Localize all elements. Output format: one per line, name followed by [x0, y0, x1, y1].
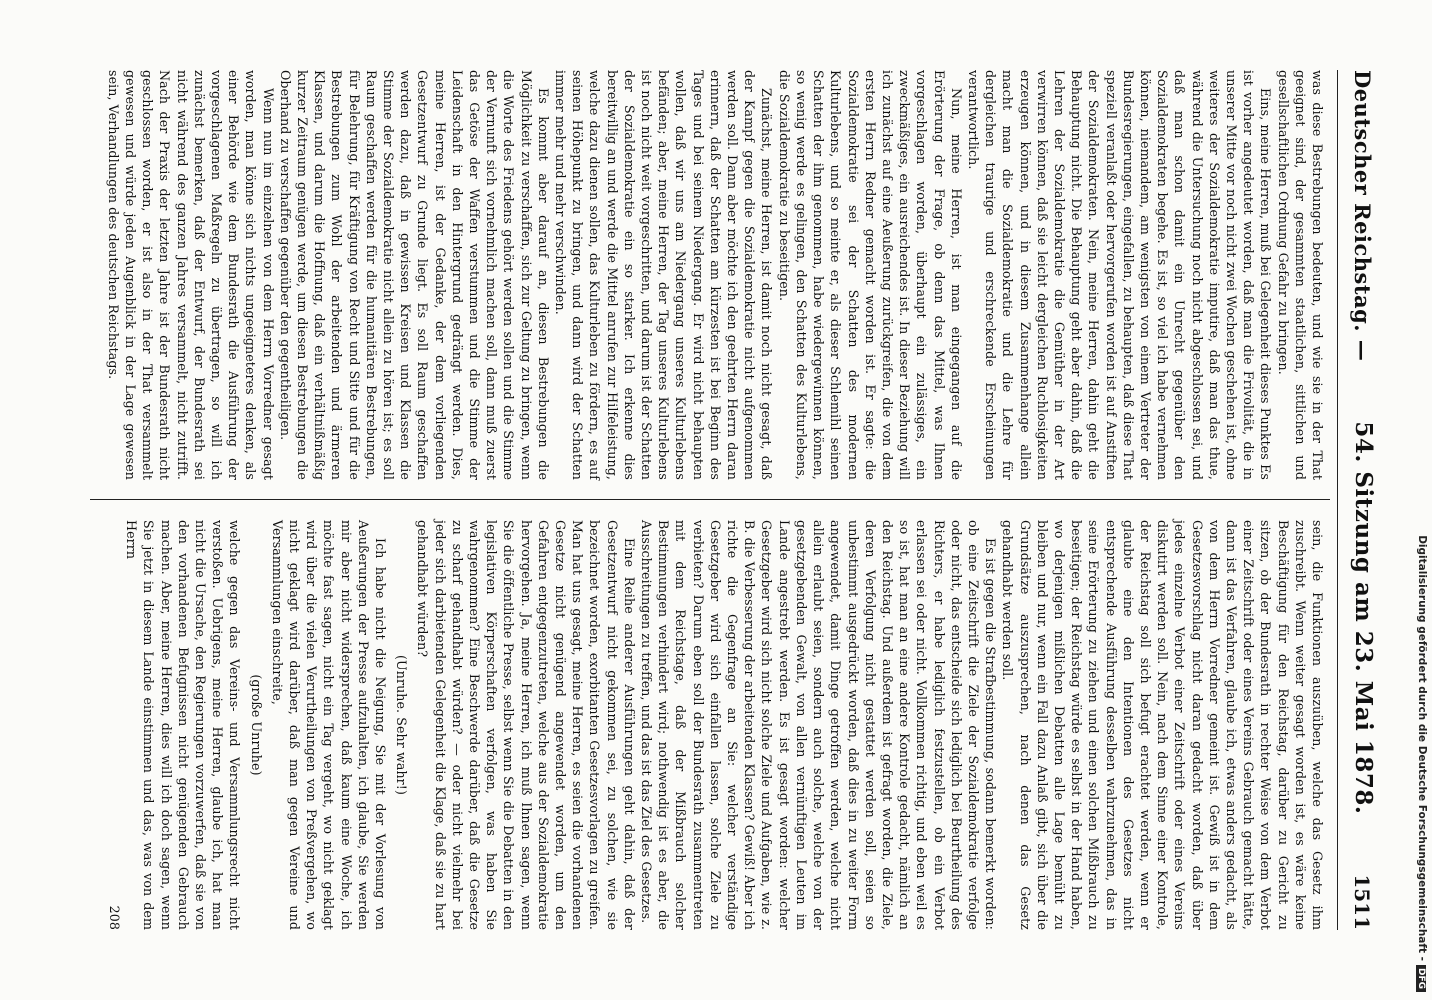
paragraph: Es ist gegen die Strafbestimmung, sodann bemerkt worden: ob eine Zeitschrift die Ziele der Sozialdemokratie verfolge oder nicht, das entscheide sich lediglich bei Beurtheilung des Richters, er habe lediglich festzustellen, ob ein Verbot erlassen sei oder nicht. Vollkommen richtig, und eben weil es so ist, hat man an eine andere Kontrole gedacht, nämlich an den Reichstag. Und außerdem ist gefragt worden, die Ziele, deren Verfolgung nicht gestattet werden soll, seien so unbestimmt ausgedrückt worden, daß dies in zu weiter Form angewendet, damit Dinge getroffen werden, welche nicht allein erlaubt seien, sondern auch solche, welche von der gesetzgebenden Gewalt, von allen vernünftigen Leuten im Lande angestrebt werden. Es ist gesagt worden: welcher Gesetzgeber wird sich nicht solche Ziele und Aufgaben, wie z. B. die Verbesserung der arbeitenden Klassen? Gewiß! Aber ich richte die Gegenfrage an Sie: welcher verständige Gesetzgeber wird sich einfallen lassen, solche Ziele zu verbieten? Darum eben soll der Bundesrath zusammentreten mit dem Reichstage, daß der Mißbrauch solcher Bestimmungen verhindert wird; nothwendig ist es aber, die Ausschreitungen zu treffen, und das ist das Ziel des Gesetzes. — [639, 520, 999, 930]
header-session: 54. Sitzung am 23. Mai 1878. — [1350, 421, 1377, 815]
signature-mark: 208 — [106, 905, 122, 930]
paragraph: was diese Bestrebungen bedeuten, und wie sie in der That geeignet sind, der gesammten staatlichen, sittlichen und gesellschaftlichen Ordnung Gefahr zu bringen. — [1275, 70, 1325, 480]
paragraph: Es kommt aber darauf an, diesen Bestrebungen die Möglichkeit zu verschaffen, sich zur Geltung zu bringen, wenn die Worte des Friedens gehört werden sollen und die Stimme der Vernunft sich vornehmlich machen soll, dann muß zuerst das Getöse der Waffen verstummen und die Stimme der Leidenschaft in den Hintergrund gedrängt werden. Dies, meine Herren, ist der Gedanke, der dem vorliegenden Gesetzentwurf zu Grunde liegt. Es soll Raum geschaffen werden dazu, daß in gewissen Kreisen und Klassen die Stimme der Sozialdemokratie nicht allein zu hören ist; es soll Raum geschaffen werden für die humanitären Bestrebungen, für Belehrung, für Kräftigung von Recht und Sitte und für die Bestrebungen zum Wohl der arbeitenden und ärmeren Klassen, und darum die Hoffnung, daß ein verhältnißmäßig kurzer Zeitraum genügen werde, um diesen Bestrebungen die Oberhand zu verschaffen gegenüber den gegentheiligen. — [277, 70, 551, 480]
header-publication: Deutscher Reichstag. — — [1350, 70, 1375, 362]
paragraph: Zunächst, meine Herren, ist damit noch nicht gesagt, daß der Kampf gegen die Sozialdemokratie nicht aufgenommen werden soll. Dann aber möchte ich den geehrten Herrn daran erinnern, daß der Schatten am kürzesten ist bei Beginn des Tages und bei seinem Niedergang. Er wird nicht behaupten wollen, daß wir uns am Niedergang unseres Kulturlebens befänden; aber, meine Herren, der Tag unseres Kulturlebens ist noch nicht weit vorgeschritten, und darum ist der Schatten der Sozialdemokratie ein so starker. Ich erkenne dies bereitwillig an und werde die Mittel anrufen zur Hilfeleistung, welche dazu dienen sollen, das Kulturleben zu fördern, es auf seinen Höhepunkt zu bringen, und dann wird der Schatten immer mehr und mehr verschwinden. — [553, 70, 775, 480]
paragraph: Eine Reihe anderer Ausführungen geht dahin, daß der Gesetzentwurf nicht gekommen sei, zu solchen, wie sie bezeichnet worden, exorbitanten Gesetzesvorlagen zu greifen. Man hat uns gesagt, meine Herren, es seien die vorhandenen Gesetze nicht genügend angewendet worden, um den Gefahren entgegenzutreten, welche aus der Sozialdemokratie hervorgehen. Ja, meine Herren, ich muß Ihnen sagen, wenn Sie die öffentliche Presse, selbst wenn Sie die Debatten in den legislativen Körperschaften verfolgen, was haben Sie wahrgenommen? Eine Beschwerde darüber, daß die Gesetze zu scharf gehandhabt würden? — oder nicht vielmehr bei jeder sich darbietenden Gelegenheit die Klage, daß sie zu hart gehandhabt würden? — [415, 520, 637, 930]
paragraph: welche gegen das Vereins- und Versammlungsrecht nicht verstoßen. Uebrigens, meine Herren, glaube ich, hat man nicht die Ursache, den Regierungen vorzuwerfen, daß sie von den vorhandenen Befugnissen nicht genügenden Gebrauch machen. Aber, meine Herren, dies will ich doch sagen, wenn Sie jetzt in diesem Lande einstimmen und das, was von dem Herrn — [124, 520, 243, 930]
credit-text: Digitalisierung gefördert durch die Deutsche Forschungsgemeinschaft - — [1416, 535, 1428, 961]
page-number: 1511 — [1350, 874, 1374, 930]
left-column — [105, 70, 1326, 480]
paragraph: sein, die Funktionen auszuüben, welche das Gesetz ihm zuschreibt. Wenn weiter gesagt worden ist, es wäre keine Beschäftigung für den Reichstag, darüber zu Gericht zu sitzen, ob der Bundesrath in rechter Weise von dem Verbot einer Zeitschrift oder eines Vereins Gebrauch gemacht hätte, dann ist das Verfahren, glaube ich, etwas anders gedacht, als von dem Herrn Vorredner gemeint ist. Gewiß ist in dem Gesetzesvorschlag nicht daran gedacht worden, daß über jedes einzelne Verbot einer Zeitschrift oder eines Vereins diskutirt werden soll. Nein, nach dem Sinne einer Kontrole, der Reichstag soll sich befugt erachtet werden, wenn er glaubte eine den Intentionen des Gesetzes nicht entsprechende Ausführung desselben wahrzunehmen, das in seine Erörterung zu ziehen und einen solchen Mißbrauch zu beseitigen; der Reichstag würde es selbst in der Hand haben, wo derjenigen mißlichen Debatten alle Lage bemüht zu bleiben und nur, wenn ein Fall dazu Anlaß gibt, sich über die Grundsätze auszusprechen, nach denen das Gesetz gehandhabt werden soll. — [1000, 520, 1325, 930]
paragraph: Nun, meine Herren, ist man eingegangen auf die Erörterung der Frage, ob denn das Mittel, was Ihnen vorgeschlagen worden, überhaupt ein zulässiges, ein zweckmäßiges, ein ausreichendes ist. In dieser Beziehung will ich zunächst auf eine Aeußerung zurückgreifen, die von dem ersten Herrn Redner gemacht worden ist. Er sagte: die Sozialdemokratie sei der Schatten des modernen Kulturlebens, und so meinte er, als dieser Schlemihl seinen Schatten der ihm genommen, habe wiedergewinnen können, so wenig werde es gelingen, den Schatten des Kulturlebens, die Sozialdemokratie zu beseitigen. — [776, 70, 964, 480]
paragraph: Ich habe nicht die Neigung, Sie mit der Vorlesung von Aeußerungen der Presse aufzuhalten, ich glaube, Sie werden mir aber nicht widersprechen, daß kaum eine Woche, ich möchte fast sagen, nicht ein Tag vergeht, wo nicht geklagt wird über die vielen Verurtheilungen von Preßvergehen, wo nicht geklagt wird darüber, daß man gegen Vereine und Versammlungen einschreite, — [269, 520, 389, 930]
digitization-credit — [1412, 8, 1430, 992]
rotated-page-content — [50, 30, 1410, 970]
paragraph: Wenn nun im einzelnen von dem Herrn Vorredner gesagt worden, man könne sich nichts ungeeigneteres denken, als einer Behörde wie dem Bundesrath die Ausführung der vorgeschlagenen Maßregeln zu übertragen, so will ich zunächst bemerken, daß der Entwurf, der Bundesrath sei nicht während des ganzen Jahres versammelt, nicht zutrifft. Nach der Praxis der letzten Jahre ist der Bundesrath nicht geschlossen worden, er ist also in der That versammelt gewesen und würde jeden Augenblick in der Lage gewesen sein, Verhandlungen des deutschen Reichstags. — [105, 70, 276, 480]
header-rule — [1337, 70, 1338, 930]
interjection: (große Unruhe) — [248, 674, 264, 776]
page-header — [1350, 70, 1410, 930]
interjection: (Unruhe. Sehr wahr!) — [394, 655, 410, 795]
dfg-logo: DFG — [1416, 965, 1426, 992]
column-divider — [90, 499, 1330, 500]
right-column — [106, 520, 1326, 930]
digitization-credit-text — [1416, 8, 1428, 992]
paragraph: Eins, meine Herren, muß bei Gelegenheit dieses Punktes Es ist vorher angedeutet worden, daß man die Frivolität, die in unserer Mitte vor noch nicht zwei Wochen geschehen ist, ohne weiteres der Sozialdemokratie imputire, daß man das thue, während die Untersuchung noch nicht abgeschlossen sei, und daß man schon damit ein Unrecht gegenüber den Sozialdemokraten begehe. Es ist, so viel ich habe vernehmen können, niemandem, am wenigsten von einem Vertreter der Bundesregierungen, eingefallen, zu behaupten, daß diese That speziell veranlaßt oder hervorgerufen worden ist auf Anstiften der Sozialdemokraten. Nein, meine Herren, dahin geht die Behauptung nicht. Die Behauptung geht aber dahin, daß die Lehren der Sozialdemokratie die Gemüther in der Art verwirren können, daß sie leicht dergleichen Ruchlosigkeiten erzeugen können, und in diesem Zusammenhange allein macht man die Sozialdemokratie und die Lehre für dergleichen traurige und erschreckende Erscheinungen verantwortlich. — [965, 70, 1274, 480]
